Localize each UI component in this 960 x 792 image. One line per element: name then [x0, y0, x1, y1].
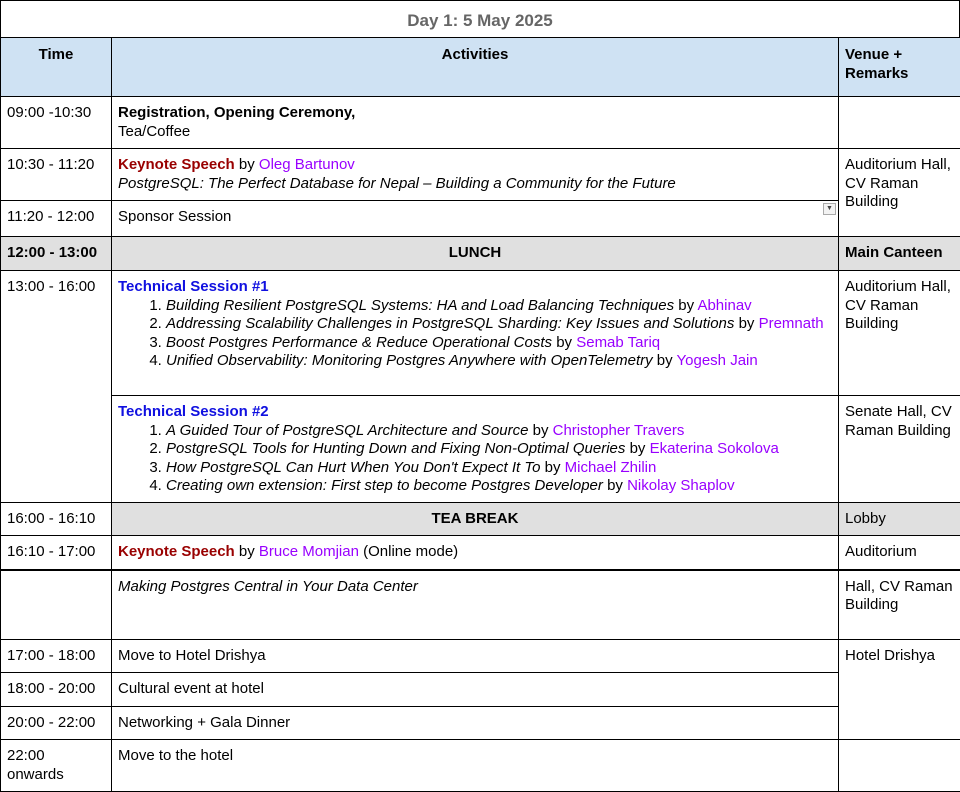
venue-cell: Main Canteen: [839, 237, 960, 271]
keynote-label: Keynote Speech: [118, 543, 235, 560]
talk-title: Making Postgres Central in Your Data Center: [112, 570, 839, 640]
by-text: by: [657, 352, 673, 369]
activity-cell: Networking + Gala Dinner: [112, 707, 839, 740]
list-item: [166, 459, 832, 478]
time-cell: [1, 570, 112, 640]
talk-title: PostgreSQL: The Perfect Database for Nepal – Building a Community for the Future: [118, 175, 832, 194]
session-title: Technical Session #1: [118, 278, 832, 297]
table-row: [1, 396, 960, 503]
activity-cell: Move to Hotel Drishya: [112, 640, 839, 673]
activity-cell: [112, 149, 839, 201]
session-title: Technical Session #2: [118, 403, 832, 422]
speaker-link[interactable]: Premnath: [759, 315, 824, 332]
venue-cell: Auditorium Hall, CV Raman Building: [839, 271, 960, 396]
table-row: [1, 271, 960, 396]
speaker-link[interactable]: Christopher Travers: [553, 422, 685, 439]
list-item: [166, 422, 832, 441]
sponsor-session-text: Sponsor Session: [118, 208, 231, 225]
table-row: [1, 740, 960, 792]
activity-cell: [112, 271, 839, 396]
header-venue: Venue + Remarks: [839, 38, 960, 97]
venue-cell: Auditorium Hall, CV Raman Building: [839, 149, 960, 237]
talk-list: [118, 297, 832, 371]
time-cell: 22:00 onwards: [1, 740, 112, 792]
list-item: [166, 315, 832, 334]
table-row: [1, 149, 960, 201]
talk-title: PostgreSQL Tools for Hunting Down and Fixing Non-Optimal Queries: [166, 440, 625, 457]
speaker-link[interactable]: Abhinav: [697, 297, 751, 314]
time-cell: 09:00 -10:30: [1, 97, 112, 149]
schedule-table: [0, 37, 960, 792]
time-cell: 13:00 - 16:00: [1, 271, 112, 503]
list-item: [166, 352, 832, 371]
table-row: [1, 536, 960, 570]
by-text: by: [533, 422, 549, 439]
by-text: by: [556, 334, 572, 351]
talk-title: Addressing Scalability Challenges in PostgreSQL Sharding: Key Issues and Solutions: [166, 315, 734, 332]
speaker-link[interactable]: Oleg Bartunov: [259, 156, 355, 173]
table-row: [1, 640, 960, 673]
speaker-link[interactable]: Yogesh Jain: [677, 352, 758, 369]
day-title: Day 1: 5 May 2025: [0, 0, 960, 37]
time-cell: 16:00 - 16:10: [1, 503, 112, 536]
activity-cell: [112, 536, 839, 570]
speaker-link[interactable]: Semab Tariq: [576, 334, 660, 351]
by-text: by: [545, 459, 561, 476]
keynote-label: Keynote Speech: [118, 156, 235, 173]
speaker-link[interactable]: Michael Zhilin: [565, 459, 657, 476]
venue-cell: [839, 97, 960, 149]
tea-break-row: [1, 503, 960, 536]
online-mode-text: (Online mode): [363, 543, 458, 560]
activity-cell: Move to the hotel: [112, 740, 839, 792]
activity-cell: [112, 97, 839, 149]
by-text: by: [678, 297, 694, 314]
venue-cell: Senate Hall, CV Raman Building: [839, 396, 960, 503]
venue-cell: Lobby: [839, 503, 960, 536]
table-row: [1, 97, 960, 149]
talk-title: A Guided Tour of PostgreSQL Architecture and Source: [166, 422, 528, 439]
lunch-label: LUNCH: [112, 237, 839, 271]
speaker-link[interactable]: Bruce Momjian: [259, 543, 359, 560]
time-cell: 20:00 - 22:00: [1, 707, 112, 740]
by-text: by: [239, 156, 255, 173]
activity-cell: [112, 396, 839, 503]
speaker-link[interactable]: Ekaterina Sokolova: [650, 440, 779, 457]
venue-cell: [839, 740, 960, 792]
speaker-link[interactable]: Nikolay Shaplov: [627, 477, 735, 494]
activity-cell: Cultural event at hotel: [112, 673, 839, 707]
talk-title: How PostgreSQL Can Hurt When You Don't Expect It To: [166, 459, 540, 476]
list-item: [166, 440, 832, 459]
lunch-row: [1, 237, 960, 271]
list-item: [166, 334, 832, 353]
header-row: [1, 38, 960, 97]
registration-text: Registration, Opening Ceremony,: [118, 104, 832, 123]
time-cell: 17:00 - 18:00: [1, 640, 112, 673]
list-item: [166, 297, 832, 316]
table-row: [1, 201, 960, 237]
time-cell: 10:30 - 11:20: [1, 149, 112, 201]
talk-title: Unified Observability: Monitoring Postgres Anywhere with OpenTelemetry: [166, 352, 653, 369]
header-time: Time: [1, 38, 112, 97]
table-row: [1, 707, 960, 740]
venue-cell: Hall, CV Raman Building: [839, 570, 960, 640]
table-row: [1, 673, 960, 707]
talk-title: Building Resilient PostgreSQL Systems: HA and Load Balancing Techniques: [166, 297, 674, 314]
talk-title: Creating own extension: First step to become Postgres Developer: [166, 477, 603, 494]
time-cell: 16:10 - 17:00: [1, 536, 112, 570]
list-item: [166, 477, 832, 496]
dropdown-arrow-icon[interactable]: ▼: [823, 203, 836, 215]
activity-cell: [112, 201, 839, 237]
time-cell: 18:00 - 20:00: [1, 673, 112, 707]
tea-coffee-text: Tea/Coffee: [118, 123, 832, 142]
venue-cell: Auditorium: [839, 536, 960, 570]
time-cell: 11:20 - 12:00: [1, 201, 112, 237]
time-cell: 12:00 - 13:00: [1, 237, 112, 271]
header-activities: Activities: [112, 38, 839, 97]
table-row: [1, 570, 960, 640]
talk-list: [118, 422, 832, 496]
by-text: by: [239, 543, 255, 560]
by-text: by: [739, 315, 755, 332]
by-text: by: [630, 440, 646, 457]
talk-title: Boost Postgres Performance & Reduce Operational Costs: [166, 334, 552, 351]
by-text: by: [607, 477, 623, 494]
tea-break-label: TEA BREAK: [112, 503, 839, 536]
venue-cell: Hotel Drishya: [839, 640, 960, 740]
